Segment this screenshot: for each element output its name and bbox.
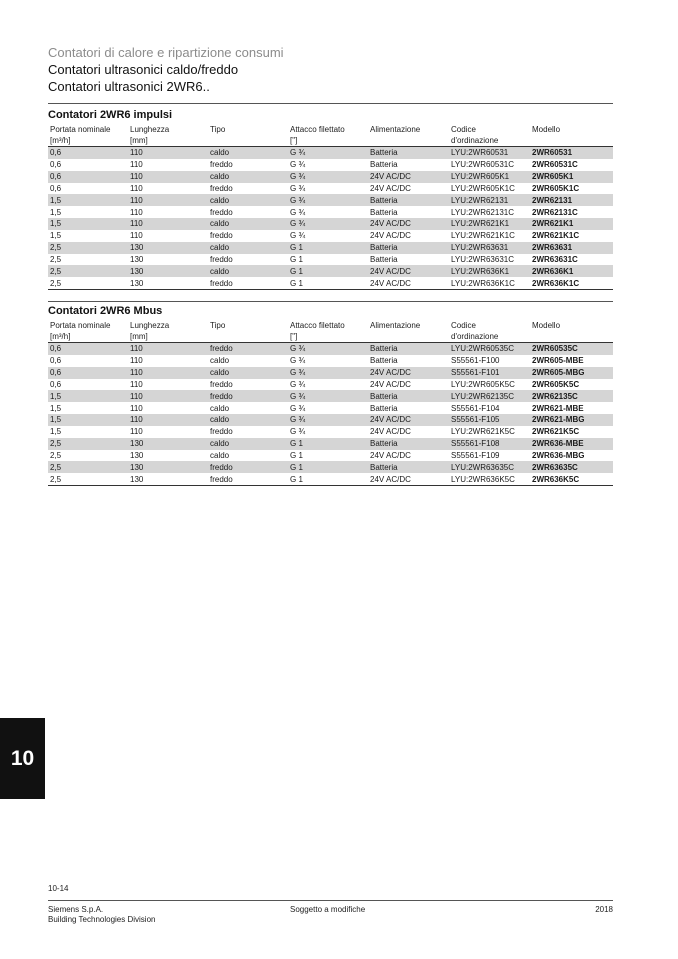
- table-cell: 24V AC/DC: [370, 172, 411, 182]
- table-impulsi: [48, 124, 613, 290]
- table-cell: 2WR621K1C: [532, 231, 580, 241]
- table-cell: 0,6: [50, 160, 62, 170]
- table-cell: freddo: [210, 344, 233, 354]
- column-header: [530, 124, 613, 147]
- table-cell: caldo: [210, 415, 230, 425]
- table-cell: freddo: [210, 462, 233, 472]
- section-mbus: [48, 304, 613, 486]
- table-cell: 24V AC/DC: [370, 474, 411, 484]
- table-cell: 110: [130, 207, 143, 217]
- section-title: Contatori 2WR6 Mbus: [48, 305, 163, 317]
- table-cell: 2WR605K5C: [532, 379, 580, 389]
- table-cell: LYU:2WR63631: [451, 243, 509, 253]
- column-header-label: Modello: [532, 125, 561, 134]
- table-cell: caldo: [210, 356, 230, 366]
- page-subtitle: Contatori ultrasonici 2WR6..: [48, 79, 210, 94]
- table-cell: freddo: [210, 207, 233, 217]
- table-header: [48, 124, 613, 147]
- table-cell: Batteria: [370, 356, 398, 366]
- table-cell: 130: [130, 255, 144, 265]
- table-cell: caldo: [210, 266, 230, 276]
- table-cell: LYU:2WR605K1: [451, 172, 510, 182]
- table-cell: LYU:2WR60531: [451, 148, 509, 158]
- table-cell: Batteria: [370, 462, 398, 472]
- table-cell: 1,5: [50, 219, 62, 229]
- column-header-unit: [m³/h]: [50, 136, 71, 145]
- table-cell: 130: [130, 243, 144, 253]
- table-cell: 110: [130, 427, 143, 437]
- column-header: [48, 124, 128, 147]
- table-cell: 110: [130, 219, 143, 229]
- column-header-label: Alimentazione: [370, 321, 421, 330]
- table-cell: 24V AC/DC: [370, 231, 411, 241]
- table-cell: 130: [130, 474, 144, 484]
- table-cell: G 1: [290, 439, 303, 449]
- table-row: [48, 194, 613, 206]
- table-cell: G ¾: [290, 231, 306, 241]
- column-header-label: Lunghezza: [130, 125, 170, 134]
- column-header-label: Alimentazione: [370, 125, 421, 134]
- table-cell: LYU:2WR621K1C: [451, 231, 515, 241]
- table-cell: 2,5: [50, 439, 62, 449]
- column-header: [48, 320, 128, 343]
- table-cell: LYU:2WR62131C: [451, 207, 514, 217]
- table-cell: freddo: [210, 278, 233, 288]
- table-cell: 0,6: [50, 344, 62, 354]
- table-row: [48, 242, 613, 254]
- column-header-unit: [210, 331, 286, 342]
- table-header: [48, 320, 613, 343]
- table-cell: S55561-F105: [451, 415, 500, 425]
- table-row: [48, 183, 613, 195]
- table-cell: 2,5: [50, 451, 62, 461]
- table-cell: 2WR62131C: [532, 207, 578, 217]
- table-cell: 24V AC/DC: [370, 451, 411, 461]
- table-cell: Batteria: [370, 243, 398, 253]
- table-row: [48, 218, 613, 230]
- table-cell: 130: [130, 462, 144, 472]
- table-cell: 130: [130, 439, 144, 449]
- table-row: [48, 147, 613, 159]
- table-cell: 2,5: [50, 278, 62, 288]
- table-cell: 2,5: [50, 462, 62, 472]
- table-cell: 2WR621-MBE: [532, 403, 584, 413]
- column-header-label: Portata nominale: [50, 321, 111, 330]
- table-cell: caldo: [210, 148, 230, 158]
- table-cell: LYU:2WR605K1C: [451, 183, 515, 193]
- table-cell: 2WR621K1: [532, 219, 574, 229]
- table-cell: LYU:2WR62135C: [451, 391, 514, 401]
- footer-division: Building Technologies Division: [48, 915, 156, 924]
- table-cell: 2WR63635C: [532, 462, 578, 472]
- table-row: [48, 402, 613, 414]
- category-title: Contatori di calore e ripartizione consumi: [48, 45, 284, 60]
- table-cell: 2WR605-MBE: [532, 356, 584, 366]
- table-cell: 1,5: [50, 427, 62, 437]
- table-cell: 2WR60531C: [532, 160, 578, 170]
- table-cell: 110: [130, 172, 143, 182]
- table-cell: LYU:2WR636K1: [451, 266, 510, 276]
- footer-company: Siemens S.p.A.: [48, 905, 104, 914]
- table-row: [48, 450, 613, 462]
- table-cell: LYU:2WR60535C: [451, 344, 514, 354]
- table-cell: Batteria: [370, 403, 398, 413]
- table-cell: 1,5: [50, 403, 62, 413]
- table-cell: freddo: [210, 255, 233, 265]
- column-header-unit: [210, 135, 286, 146]
- table-cell: G ¾: [290, 219, 306, 229]
- table-cell: freddo: [210, 160, 233, 170]
- column-header-label: Attacco filettato: [290, 321, 345, 330]
- column-header-unit: d'ordinazione: [451, 136, 499, 145]
- table-cell: freddo: [210, 427, 233, 437]
- table-row: [48, 206, 613, 218]
- table-row: [48, 230, 613, 242]
- table-cell: 110: [130, 148, 143, 158]
- column-header: [449, 124, 530, 147]
- table-cell: LYU:2WR605K5C: [451, 379, 515, 389]
- table-cell: G ¾: [290, 356, 306, 366]
- table-cell: LYU:2WR621K5C: [451, 427, 515, 437]
- table-cell: 2WR621-MBG: [532, 415, 585, 425]
- table-cell: 0,6: [50, 183, 62, 193]
- table-cell: 24V AC/DC: [370, 219, 411, 229]
- table-cell: G ¾: [290, 403, 306, 413]
- column-header: [208, 124, 288, 147]
- column-header: [530, 320, 613, 343]
- table-cell: 2WR636-MBG: [532, 451, 585, 461]
- table-cell: G ¾: [290, 415, 306, 425]
- table-cell: caldo: [210, 219, 230, 229]
- table-cell: 1,5: [50, 231, 62, 241]
- table-cell: G ¾: [290, 195, 306, 205]
- column-header: [128, 320, 208, 343]
- table-cell: 110: [130, 344, 143, 354]
- header-divider: [48, 103, 613, 104]
- table-cell: caldo: [210, 368, 230, 378]
- column-header-unit: [370, 135, 447, 146]
- table-cell: 110: [130, 403, 143, 413]
- table-cell: 130: [130, 451, 144, 461]
- table-cell: LYU:2WR63635C: [451, 462, 514, 472]
- column-header: [128, 124, 208, 147]
- table-cell: Batteria: [370, 439, 398, 449]
- table-cell: freddo: [210, 231, 233, 241]
- table-cell: G ¾: [290, 368, 306, 378]
- table-cell: freddo: [210, 183, 233, 193]
- column-header-unit: [mm]: [130, 332, 148, 341]
- column-header-label: Codice: [451, 125, 476, 134]
- table-row: [48, 277, 613, 289]
- table-cell: 1,5: [50, 391, 62, 401]
- table-cell: G 1: [290, 266, 303, 276]
- table-cell: 0,6: [50, 356, 62, 366]
- table-cell: G ¾: [290, 148, 306, 158]
- table-cell: caldo: [210, 451, 230, 461]
- table-cell: 2WR63631: [532, 243, 573, 253]
- chapter-tab: 10: [0, 718, 45, 799]
- column-header-label: Tipo: [210, 321, 226, 330]
- table-cell: 0,6: [50, 368, 62, 378]
- table-cell: 0,6: [50, 148, 62, 158]
- table-cell: freddo: [210, 391, 233, 401]
- footer-note: Soggetto a modifiche: [290, 905, 366, 914]
- table-cell: 130: [130, 266, 144, 276]
- table-cell: Batteria: [370, 344, 398, 354]
- column-header-unit: [532, 331, 611, 342]
- table-cell: G 1: [290, 278, 303, 288]
- table-row: [48, 390, 613, 402]
- table-cell: 2WR60531: [532, 148, 573, 158]
- table-cell: G 1: [290, 474, 303, 484]
- table-cell: 110: [130, 183, 143, 193]
- table-cell: caldo: [210, 172, 230, 182]
- table-cell: 0,6: [50, 379, 62, 389]
- table-cell: 2,5: [50, 243, 62, 253]
- table-cell: 24V AC/DC: [370, 278, 411, 288]
- table-cell: 1,5: [50, 415, 62, 425]
- table-cell: G ¾: [290, 183, 306, 193]
- table-cell: 24V AC/DC: [370, 183, 411, 193]
- column-header-label: Modello: [532, 321, 561, 330]
- table-cell: Batteria: [370, 255, 398, 265]
- table-cell: 24V AC/DC: [370, 379, 411, 389]
- table-cell: LYU:2WR63631C: [451, 255, 514, 265]
- table-cell: G ¾: [290, 160, 306, 170]
- column-header: [449, 320, 530, 343]
- table-cell: 2,5: [50, 255, 62, 265]
- table-cell: 110: [130, 368, 143, 378]
- table-cell: caldo: [210, 439, 230, 449]
- table-cell: 2,5: [50, 266, 62, 276]
- column-header: [208, 320, 288, 343]
- table-cell: G 1: [290, 462, 303, 472]
- table-cell: 2WR62131: [532, 195, 573, 205]
- section-title: Contatori 2WR6 impulsi: [48, 109, 173, 121]
- table-cell: 24V AC/DC: [370, 266, 411, 276]
- table-cell: G ¾: [290, 344, 306, 354]
- table-cell: G 1: [290, 255, 303, 265]
- table-cell: 110: [130, 379, 143, 389]
- table-cell: 110: [130, 231, 143, 241]
- column-header: [288, 320, 368, 343]
- table-row: [48, 438, 613, 450]
- table-cell: G ¾: [290, 391, 306, 401]
- table-cell: caldo: [210, 243, 230, 253]
- table-cell: 110: [130, 415, 143, 425]
- table-cell: 24V AC/DC: [370, 368, 411, 378]
- table-cell: S55561-F108: [451, 439, 500, 449]
- table-cell: G ¾: [290, 427, 306, 437]
- column-header-unit: d'ordinazione: [451, 332, 499, 341]
- table-row: [48, 265, 613, 277]
- table-cell: LYU:2WR60531C: [451, 160, 514, 170]
- table-cell: Batteria: [370, 195, 398, 205]
- column-header-unit: [370, 331, 447, 342]
- column-header: [368, 124, 449, 147]
- table-cell: 2WR60535C: [532, 344, 578, 354]
- table-row: [48, 254, 613, 266]
- table-cell: S55561-F100: [451, 356, 500, 366]
- table-row: [48, 461, 613, 473]
- table-cell: 0,6: [50, 172, 62, 182]
- table-cell: 1,5: [50, 207, 62, 217]
- table-cell: G 1: [290, 243, 303, 253]
- table-cell: freddo: [210, 474, 233, 484]
- table-cell: 2WR605K1: [532, 172, 574, 182]
- column-header-unit: [mm]: [130, 136, 148, 145]
- table-cell: G 1: [290, 451, 303, 461]
- table-cell: 2WR605-MBG: [532, 368, 585, 378]
- column-header-label: Tipo: [210, 125, 226, 134]
- column-header-unit: ["]: [290, 332, 298, 341]
- table-cell: 24V AC/DC: [370, 415, 411, 425]
- table-cell: 2,5: [50, 474, 62, 484]
- table-cell: LYU:2WR636K1C: [451, 278, 515, 288]
- column-header-unit: [m³/h]: [50, 332, 71, 341]
- table-cell: Batteria: [370, 391, 398, 401]
- table-cell: G ¾: [290, 379, 306, 389]
- table-cell: Batteria: [370, 148, 398, 158]
- column-header-label: Portata nominale: [50, 125, 111, 134]
- table-cell: G ¾: [290, 207, 306, 217]
- table-row: [48, 414, 613, 426]
- table-cell: 2WR62135C: [532, 391, 578, 401]
- table-row: [48, 343, 613, 355]
- table-cell: 1,5: [50, 195, 62, 205]
- footer-divider: [48, 900, 613, 901]
- table-cell: caldo: [210, 403, 230, 413]
- table-cell: Batteria: [370, 160, 398, 170]
- table-mbus: [48, 320, 613, 486]
- table-row: [48, 367, 613, 379]
- table-cell: 130: [130, 278, 144, 288]
- column-header-label: Lunghezza: [130, 321, 170, 330]
- table-cell: 2WR621K5C: [532, 427, 580, 437]
- column-header-label: Attacco filettato: [290, 125, 345, 134]
- column-header: [368, 320, 449, 343]
- table-cell: caldo: [210, 195, 230, 205]
- table-cell: S55561-F109: [451, 451, 500, 461]
- table-cell: freddo: [210, 379, 233, 389]
- table-cell: 2WR636-MBE: [532, 439, 584, 449]
- table-body: [48, 343, 613, 486]
- table-cell: LYU:2WR636K5C: [451, 474, 515, 484]
- table-cell: LYU:2WR621K1: [451, 219, 510, 229]
- table-cell: S55561-F101: [451, 368, 500, 378]
- table-cell: G ¾: [290, 172, 306, 182]
- table-cell: 2WR636K1C: [532, 278, 580, 288]
- column-header-unit: [532, 135, 611, 146]
- table-row: [48, 355, 613, 367]
- table-cell: 110: [130, 391, 143, 401]
- table-row: [48, 171, 613, 183]
- page-title: Contatori ultrasonici caldo/freddo: [48, 62, 239, 77]
- table-row: [48, 159, 613, 171]
- table-body: [48, 147, 613, 290]
- table-cell: 110: [130, 195, 143, 205]
- table-row: [48, 379, 613, 391]
- column-header-unit: ["]: [290, 136, 298, 145]
- page-number: 10-14: [48, 884, 69, 893]
- table-cell: 2WR636K5C: [532, 474, 580, 484]
- table-row: [48, 426, 613, 438]
- footer-year: 2018: [595, 905, 613, 914]
- table-cell: 110: [130, 356, 143, 366]
- table-cell: 24V AC/DC: [370, 427, 411, 437]
- section-impulsi: [48, 108, 613, 290]
- section-divider: [48, 301, 613, 302]
- table-cell: 2WR63631C: [532, 255, 578, 265]
- table-cell: 2WR636K1: [532, 266, 574, 276]
- table-cell: Batteria: [370, 207, 398, 217]
- page-header: [48, 44, 613, 95]
- table-cell: 110: [130, 160, 143, 170]
- table-cell: LYU:2WR62131: [451, 195, 509, 205]
- table-cell: S55561-F104: [451, 403, 500, 413]
- table-cell: 2WR605K1C: [532, 183, 580, 193]
- column-header-label: Codice: [451, 321, 476, 330]
- column-header: [288, 124, 368, 147]
- table-row: [48, 473, 613, 485]
